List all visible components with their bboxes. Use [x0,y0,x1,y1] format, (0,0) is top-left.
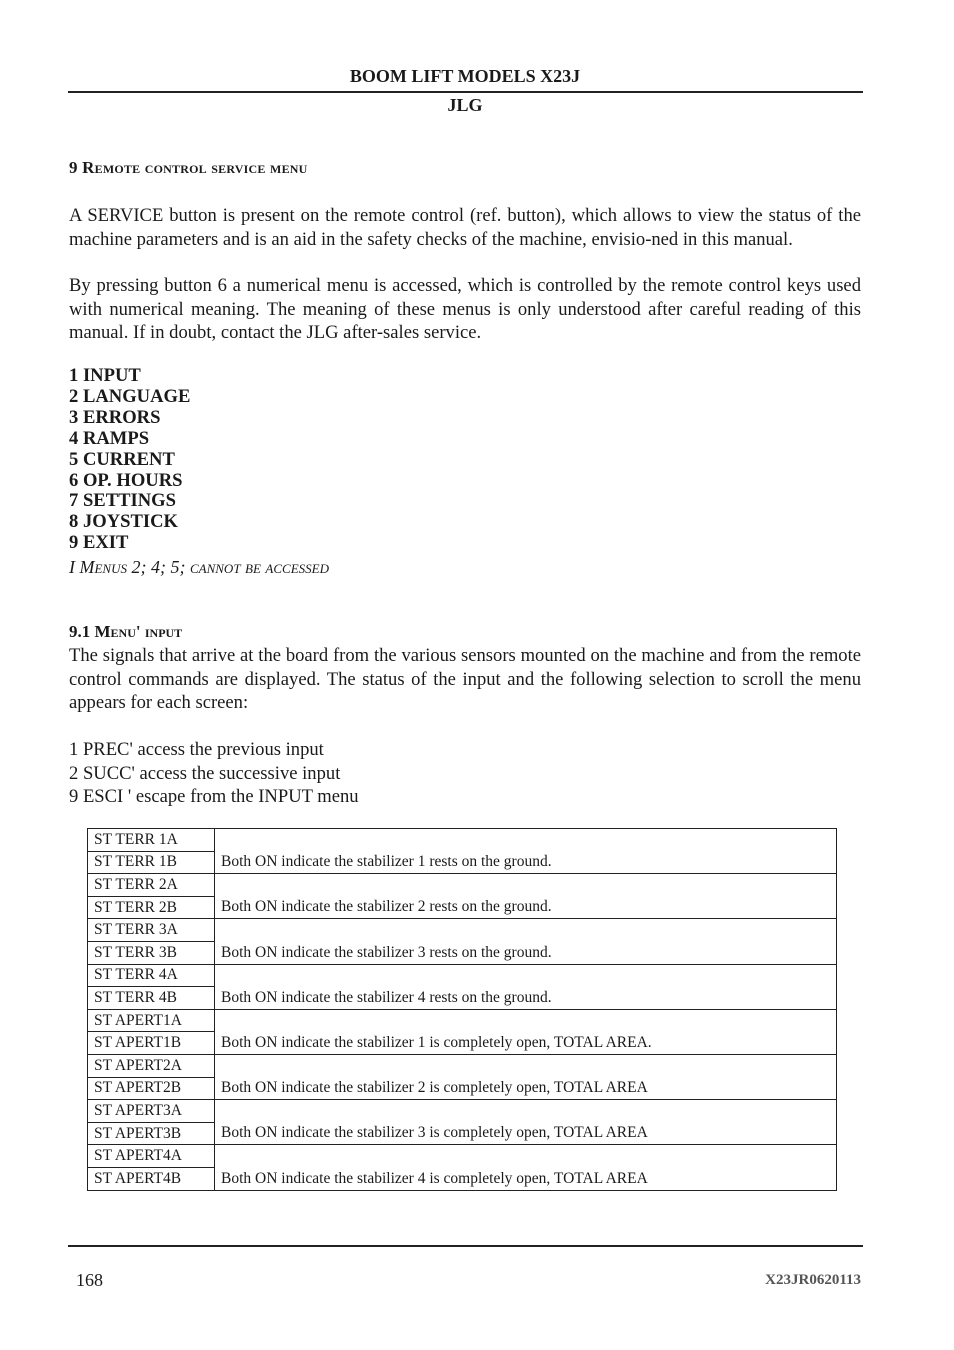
signals-table [87,828,837,1191]
table-row [88,1009,837,1032]
option-item: 9 ESCI ' escape from the INPUT menu [69,786,359,807]
table-row [88,919,837,942]
signal-code: ST TERR 1A [88,829,215,852]
signal-code: ST APERT1B [88,1032,215,1055]
signal-code: ST APERT4A [88,1145,215,1168]
table-row [88,874,837,897]
footer-rule [68,1245,863,1247]
subsection-paragraph: The signals that arrive at the board from the various sensors mounted on the machine and from the remote control commands are displayed. The status of the input and the following selection to scroll the menu appears for each screen: [69,645,861,713]
menu-item: 3 ERRORS [69,406,161,428]
menu-item: 8 JOYSTICK [69,511,179,533]
header-title: BOOM LIFT MODELS X23J [349,66,581,86]
page-number: 168 [76,1270,103,1290]
table-row [88,1100,837,1123]
signal-code: ST TERR 3A [88,919,215,942]
menu-item: 6 OP. HOURS [69,469,183,491]
signal-code: ST APERT2B [88,1077,215,1100]
service-menu-list [69,366,190,554]
subsection-title: 9.1 Menu' input [69,622,183,641]
section-paragraph-2: By pressing button 6 a numerical menu is accessed, which is controlled by the remote control keys used with numerical meaning. The meaning of these menus is only understood after careful reading of this manual. If in doubt, contact the JLG after-sales service. [69,275,861,343]
signal-description: Both ON indicate the stabilizer 1 is completely open, TOTAL AREA. [215,1009,837,1054]
signal-code: ST APERT2A [88,1054,215,1077]
option-item: 1 PREC' access the previous input [69,739,324,760]
table-row [88,1054,837,1077]
menu-item: 7 SETTINGS [69,490,176,512]
signal-description: Both ON indicate the stabilizer 4 is completely open, TOTAL AREA [215,1145,837,1190]
menu-item: 9 EXIT [69,532,129,554]
signal-code: ST TERR 3B [88,941,215,964]
document-code: X23JR0620113 [765,1272,861,1288]
table-row [88,1145,837,1168]
signal-description: Both ON indicate the stabilizer 3 rests on the ground. [215,919,837,964]
table-row [88,964,837,987]
signal-code: ST TERR 2A [88,874,215,897]
menu-item: 1 INPUT [69,365,141,386]
signal-description: Both ON indicate the stabilizer 1 rests on the ground. [215,829,837,874]
signal-code: ST TERR 4B [88,987,215,1010]
header-rule [68,91,863,93]
signal-code: ST APERT3A [88,1100,215,1123]
menu-item: 2 LANGUAGE [69,385,191,407]
signal-code: ST APERT1A [88,1009,215,1032]
signal-description: Both ON indicate the stabilizer 2 rests on the ground. [215,874,837,919]
menu-item: 5 CURRENT [69,448,175,470]
signal-description: Both ON indicate the stabilizer 4 rests on the ground. [215,964,837,1009]
input-options-list [69,738,359,809]
table-row [88,829,837,852]
signal-description: Both ON indicate the stabilizer 2 is completely open, TOTAL AREA [215,1054,837,1099]
header-brand: JLG [447,95,483,115]
signal-code: ST TERR 1B [88,851,215,874]
section-paragraph-1: A SERVICE button is present on the remote control (ref. button), which allows to view the status of the machine parameters and is an aid in the safety checks of the machine, envisio-ned in this manual. [69,205,861,250]
menu-note: I Menus 2; 4; 5; cannot be accessed [69,557,329,577]
section-title: 9 Remote control service menu [69,158,308,177]
signal-code: ST TERR 4A [88,964,215,987]
signal-code: ST APERT3B [88,1122,215,1145]
signal-code: ST TERR 2B [88,896,215,919]
menu-item: 4 RAMPS [69,427,150,449]
signal-code: ST APERT4B [88,1167,215,1190]
signal-description: Both ON indicate the stabilizer 3 is completely open, TOTAL AREA [215,1100,837,1145]
option-item: 2 SUCC' access the successive input [69,762,341,784]
